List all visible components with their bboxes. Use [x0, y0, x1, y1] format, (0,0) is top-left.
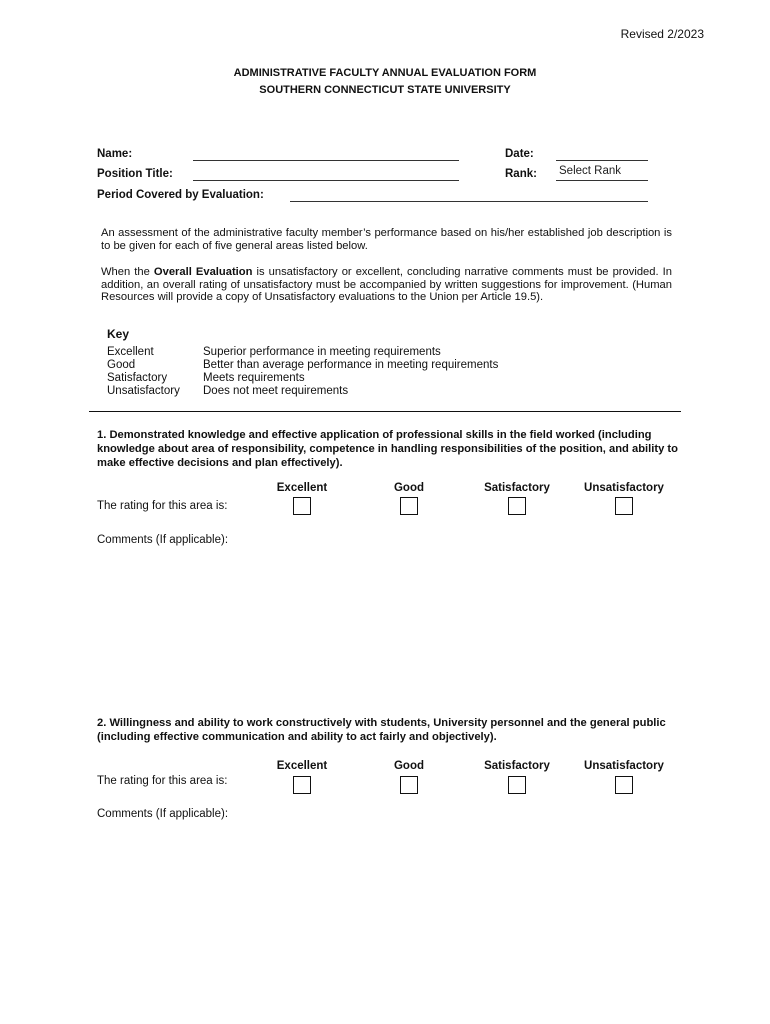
rating-header-excellent: Excellent — [276, 760, 328, 772]
para2-prefix: When the — [101, 266, 154, 278]
section-1-good-checkbox[interactable] — [400, 497, 418, 515]
section-2-unsatisfactory-checkbox[interactable] — [615, 776, 633, 794]
key-definition: Does not meet requirements — [203, 385, 349, 397]
section-2-good-checkbox[interactable] — [400, 776, 418, 794]
rank-select[interactable] — [556, 165, 648, 181]
rating-header-satisfactory: Satisfactory — [484, 482, 550, 494]
rating-header-unsatisfactory: Unsatisfactory — [584, 482, 664, 494]
rank-label: Rank: — [505, 168, 537, 180]
rating-header-good: Good — [393, 482, 425, 494]
key-terms — [107, 346, 180, 398]
key-definitions — [203, 346, 498, 398]
rating-header-good: Good — [393, 760, 425, 772]
para2-suffix: is unsatisfactory or excellent, concluding narrative comments must be provided. In addition, an overall rating of unsatisfactory must be accompanied by written suggestions for improvement. (Human Resources will provide a copy of Unsatisfactory evaluations to the Union per Article 19.5). — [101, 266, 672, 304]
section-1-excellent-checkbox[interactable] — [293, 497, 311, 515]
key-term: Satisfactory — [107, 372, 168, 384]
date-field[interactable] — [556, 146, 648, 161]
position-title-field[interactable] — [193, 166, 459, 181]
overall-evaluation-term: Overall Evaluation — [153, 266, 253, 278]
section-2-title: 2. Willingness and ability to work constructively with students, University personnel and the general public (including effective communication and ability to act fairly and objectively). — [97, 717, 666, 744]
period-field[interactable] — [290, 187, 648, 202]
section-1-unsatisfactory-checkbox[interactable] — [615, 497, 633, 515]
position-title-label: Position Title: — [97, 168, 173, 180]
rating-prompt: The rating for this area is: — [97, 775, 228, 787]
section-1-comments-field[interactable] — [97, 552, 681, 696]
key-definition: Meets requirements — [203, 372, 305, 384]
name-field[interactable] — [193, 146, 459, 161]
name-label: Name: — [97, 148, 133, 160]
key-term: Good — [107, 359, 136, 371]
section-1-title: 1. Demonstrated knowledge and effective application of professional skills in the field worked (including knowledge about area of responsibility, competence in handling responsibilities of the position, and ability to make effective decisions and plan effectively). — [97, 429, 678, 470]
section-2-comments-field[interactable] — [97, 826, 681, 980]
intro-paragraph: An assessment of the administrative faculty member’s performance based on his/her established job description is to be given for each of five general areas listed below. — [101, 227, 672, 252]
date-label: Date: — [505, 148, 534, 160]
section-divider — [89, 411, 681, 412]
form-title: ADMINISTRATIVE FACULTY ANNUAL EVALUATION FORM — [233, 67, 537, 79]
period-label: Period Covered by Evaluation: — [97, 189, 264, 201]
key-term: Excellent — [107, 346, 154, 358]
overall-evaluation-paragraph — [101, 266, 672, 304]
university-name: SOUTHERN CONNECTICUT STATE UNIVERSITY — [259, 84, 511, 96]
section-2-satisfactory-checkbox[interactable] — [508, 776, 526, 794]
key-term: Unsatisfactory — [107, 385, 180, 397]
section-1-satisfactory-checkbox[interactable] — [508, 497, 526, 515]
key-title: Key — [107, 327, 130, 341]
section-1-comments-label: Comments (If applicable): — [97, 534, 229, 546]
rating-header-satisfactory: Satisfactory — [484, 760, 550, 772]
revision-date: Revised 2/2023 — [620, 27, 704, 41]
key-definition: Superior performance in meeting requirements — [203, 346, 441, 358]
rating-header-excellent: Excellent — [276, 482, 328, 494]
rating-header-unsatisfactory: Unsatisfactory — [584, 760, 664, 772]
section-2-comments-label: Comments (If applicable): — [97, 808, 229, 820]
key-definition: Better than average performance in meeting requirements — [203, 359, 499, 371]
rating-prompt: The rating for this area is: — [97, 500, 228, 512]
rank-select-value: Select Rank — [559, 165, 622, 177]
section-2-excellent-checkbox[interactable] — [293, 776, 311, 794]
